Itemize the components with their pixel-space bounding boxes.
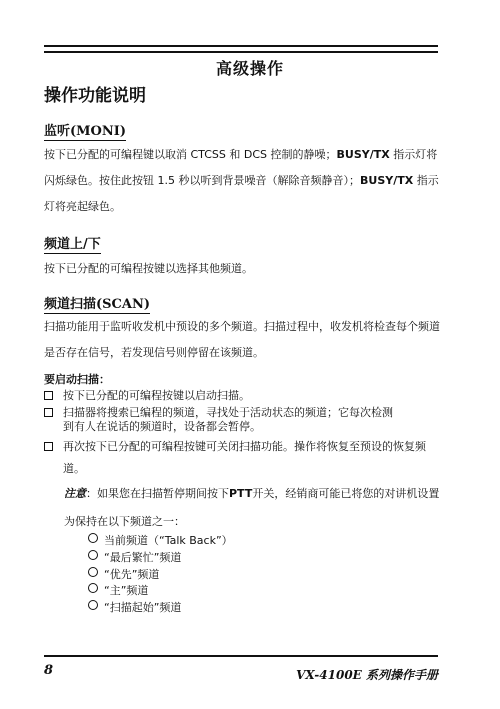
circle-bullet-icon bbox=[88, 550, 98, 560]
scan-heading: 频道扫描(SCAN) bbox=[44, 297, 151, 312]
manual-title: VX-4100E 系列操作手册 bbox=[296, 668, 438, 682]
note-label: 注意 bbox=[64, 487, 86, 500]
checkbox-bullet-icon bbox=[44, 442, 53, 451]
monitor-heading: 监听(MONI) bbox=[44, 124, 126, 139]
circle-bullet-icon bbox=[88, 567, 98, 577]
scan-paragraph: 扫描功能用于监听收发机中预设的多个频道。扫描过程中，收发机将检查每个频道是否存在信号，若发现信号则停留在该频道。 bbox=[44, 320, 440, 359]
ptt-label: PTT bbox=[229, 487, 253, 500]
page-number: 8 bbox=[44, 663, 54, 678]
header-rule-top bbox=[44, 45, 438, 47]
page-heading: 操作功能说明 bbox=[44, 86, 146, 106]
footer-rule bbox=[44, 655, 438, 657]
circle-bullet-icon bbox=[88, 600, 98, 610]
busy-tx-label: BUSY/TX bbox=[360, 174, 414, 187]
start-scan-label: 要启动扫描： bbox=[44, 373, 110, 386]
chapter-title: 高级操作 bbox=[215, 59, 284, 78]
circle-bullet-icon bbox=[88, 533, 98, 543]
busy-tx-label: BUSY/TX bbox=[336, 148, 390, 161]
scan-note: 注意：如果您在扫描暂停期间按下PTT开关，经销商可能已将您的对讲机设置为保持在以下频道之一： bbox=[64, 487, 440, 528]
checkbox-bullet-icon bbox=[44, 391, 53, 400]
header-rule-bottom bbox=[44, 51, 438, 53]
checkbox-bullet-icon bbox=[44, 408, 53, 417]
monitor-paragraph: 按下已分配的可编程键以取消 CTCSS 和 DCS 控制的静噪；BUSY/TX 指示灯将闪烁绿色。按住此按钮 1.5 秒以听到背景噪音（解除音频静音）；BUSY/TX 指示灯将亮起绿色。 bbox=[44, 148, 439, 213]
circle-bullet-icon bbox=[88, 583, 98, 593]
channel-paragraph: 按下已分配的可编程按键以选择其他频道。 bbox=[44, 262, 253, 275]
channel-heading: 频道上/下 bbox=[44, 237, 101, 252]
